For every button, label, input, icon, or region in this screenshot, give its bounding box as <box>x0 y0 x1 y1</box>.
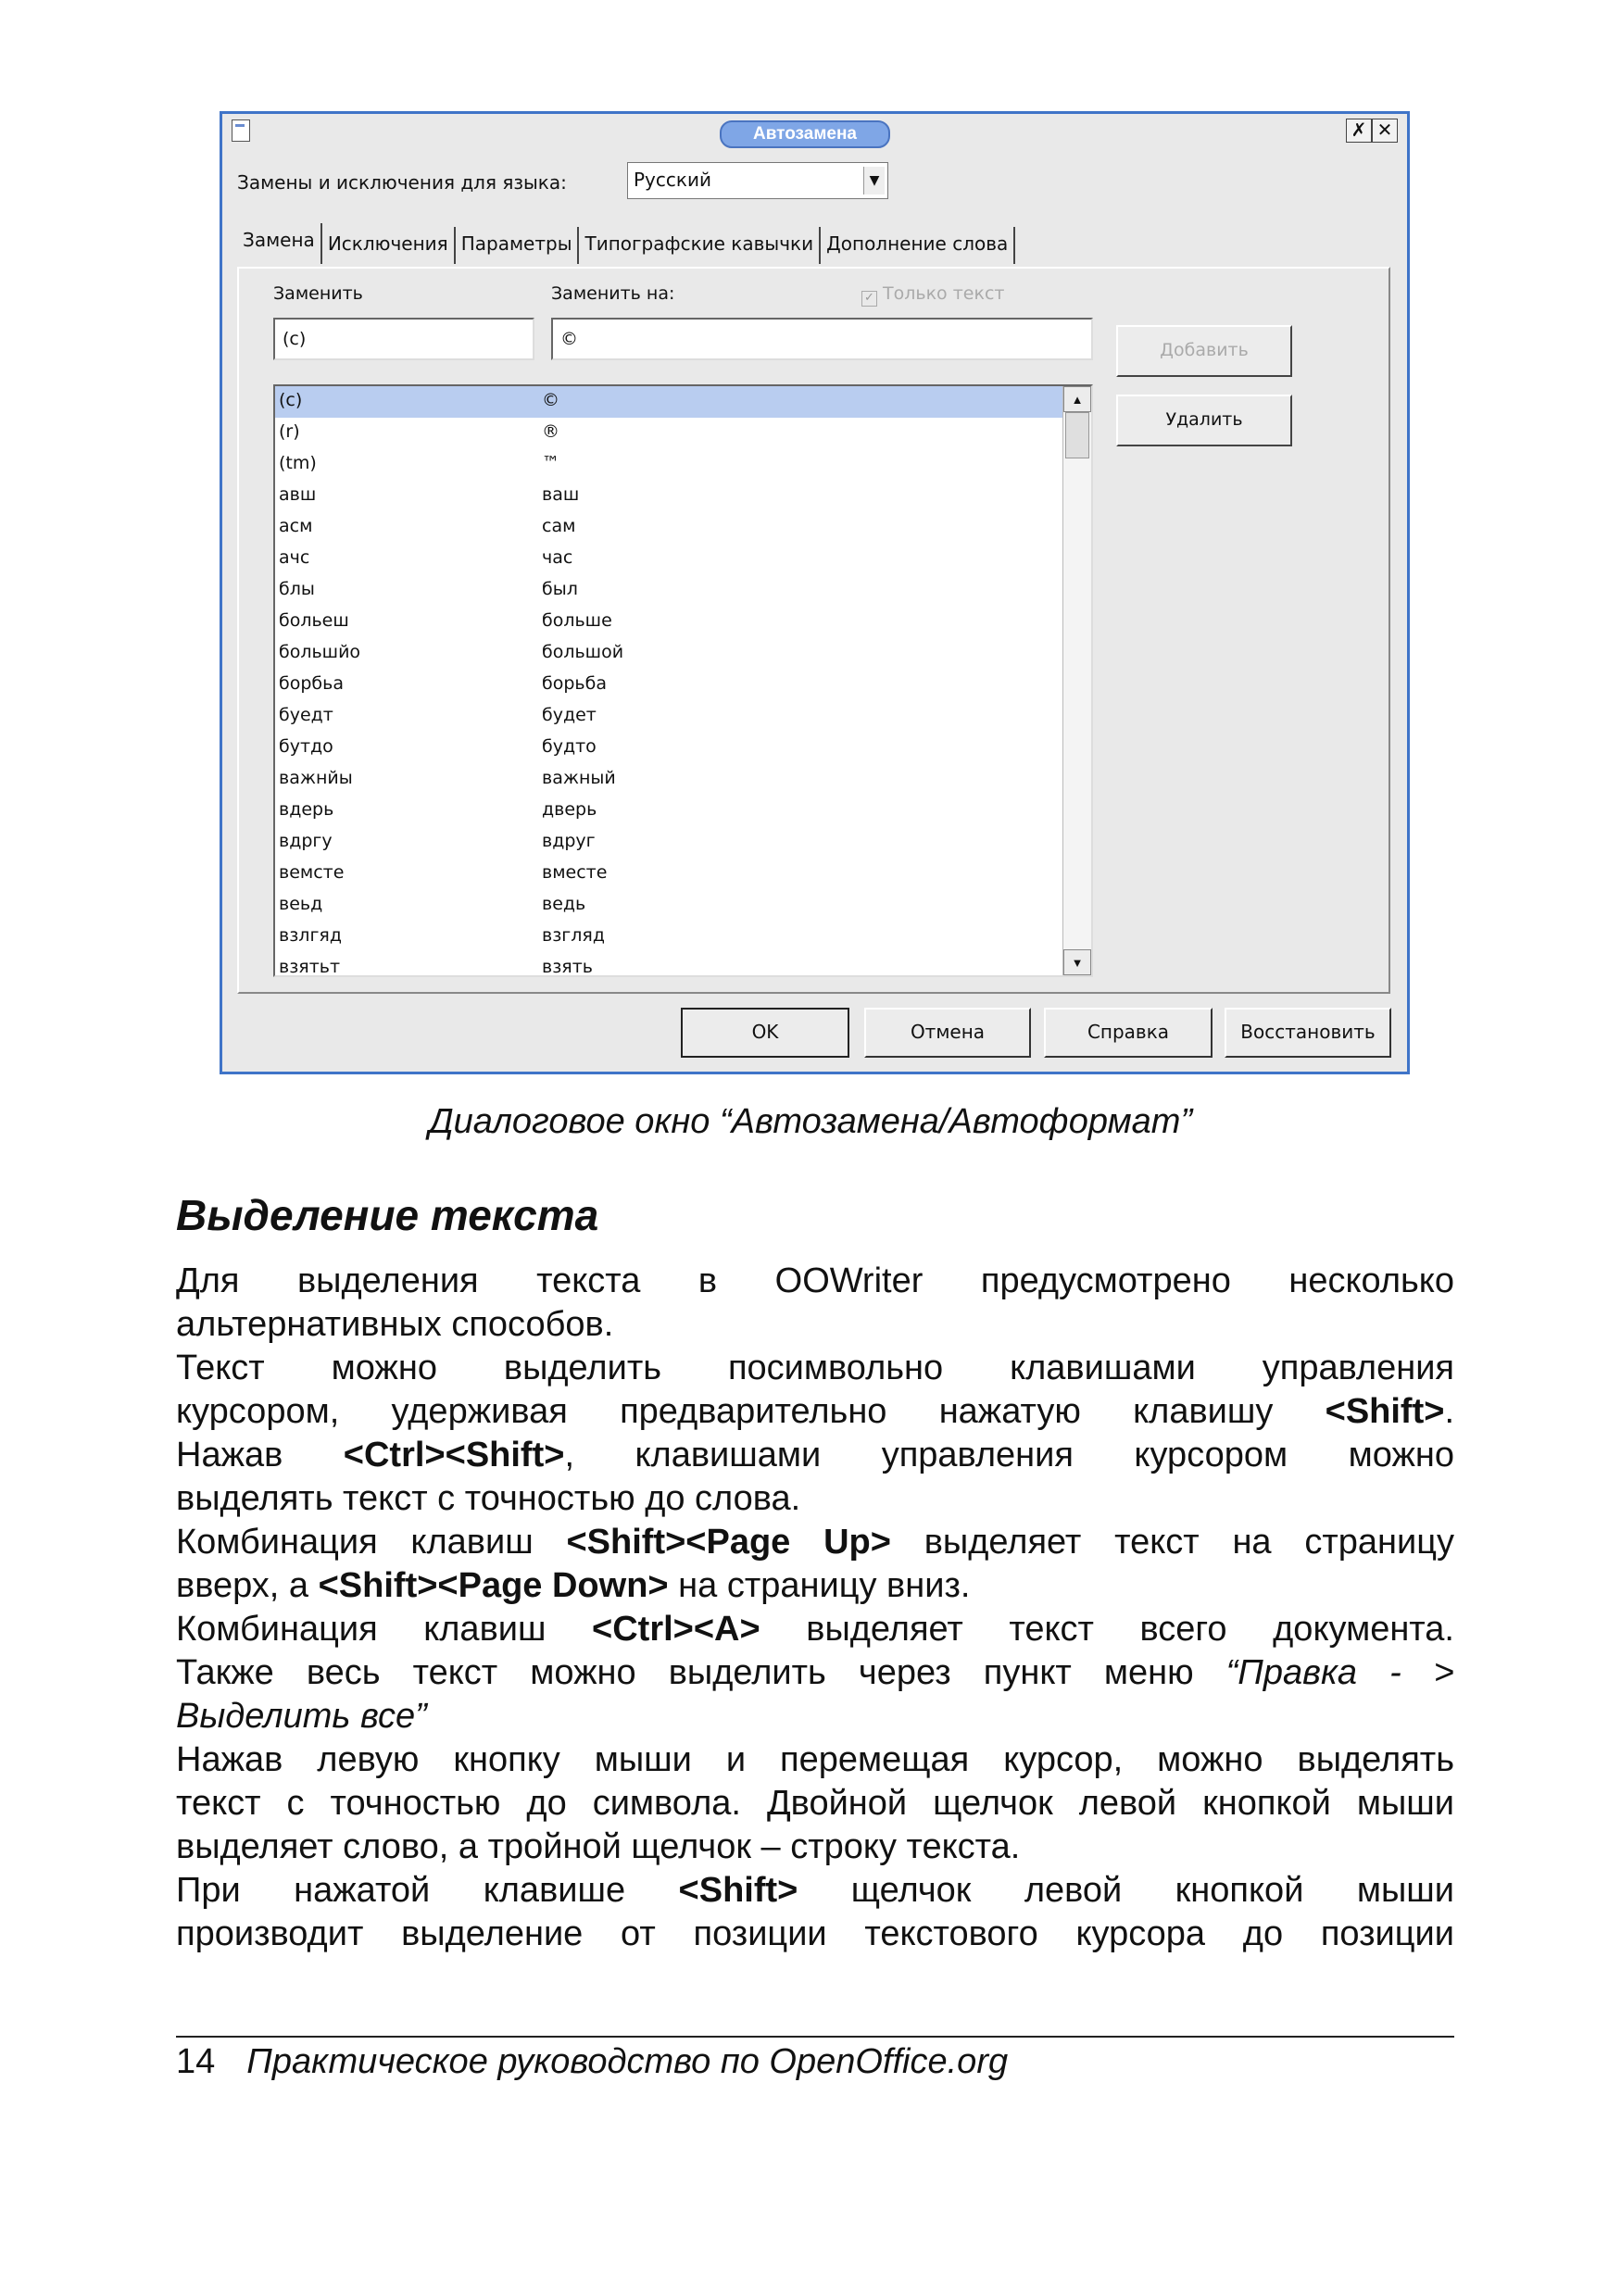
list-item[interactable] <box>275 733 1091 764</box>
paragraph-line: Текст можно выделить посимвольно клавишами управления <box>176 1349 1454 1387</box>
list-item-from: ачс <box>279 547 310 568</box>
list-item-to: вместе <box>542 862 608 883</box>
list-item[interactable] <box>275 764 1091 796</box>
list-item[interactable] <box>275 386 1091 418</box>
figure-caption: Диалоговое окно “Автозамена/Автоформат” <box>428 1102 1193 1141</box>
book-title: Практическое руководство по OpenOffice.org <box>246 2042 1009 2081</box>
tab-bar <box>237 227 1015 264</box>
list-item-from: бутдо <box>279 736 333 757</box>
paragraph-line: Комбинация клавиш <Shift><Page Up> выделяет текст на страницу <box>176 1523 1455 1562</box>
list-item[interactable] <box>275 607 1091 638</box>
list-item-from: борбьа <box>279 673 344 694</box>
scroll-down-icon[interactable]: ▼ <box>1063 949 1091 975</box>
list-item[interactable] <box>275 827 1091 859</box>
tab-options[interactable]: Параметры <box>456 227 580 264</box>
list-item-to: сам <box>542 516 576 536</box>
list-item-from: вемсте <box>279 862 345 883</box>
list-item-to: ведь <box>542 894 586 914</box>
list-item-to: ™ <box>542 453 559 473</box>
replacement-list[interactable] <box>273 384 1093 977</box>
paragraph-line: текст с точностью до символа. Двойной щелчок левой кнопкой мыши <box>176 1784 1454 1823</box>
page-footer <box>176 2042 1008 2082</box>
delete-button[interactable]: Удалить <box>1116 395 1292 446</box>
paragraph-line: выделять текст с точностью до слова. <box>176 1479 801 1518</box>
document-icon <box>232 119 250 142</box>
paragraph-line: При нажатой клавише <Shift> щелчок левой кнопкой мыши <box>176 1871 1454 1910</box>
footer-rule <box>176 2036 1454 2038</box>
list-item[interactable] <box>275 796 1091 827</box>
pin-icon[interactable]: ✗ <box>1346 119 1372 143</box>
paragraph-line: выделяет слово, а тройной щелчок – строку текста. <box>176 1827 1021 1866</box>
replace-with-input[interactable]: © <box>551 318 1093 360</box>
list-item-from: авш <box>279 484 317 505</box>
scroll-up-icon[interactable]: ▲ <box>1063 386 1091 412</box>
text-only-label: Только текст <box>883 283 1005 304</box>
list-item-to: будто <box>542 736 597 757</box>
list-item-to: взять <box>542 957 593 977</box>
ok-button[interactable]: OK <box>681 1008 849 1058</box>
list-item-to: ® <box>542 421 559 442</box>
list-item-to: © <box>542 390 559 410</box>
paragraph-line: Нажав левую кнопку мыши и перемещая курсор, можно выделять <box>176 1740 1454 1779</box>
list-item-from: веьд <box>279 894 323 914</box>
tab-exceptions[interactable]: Исключения <box>322 227 456 264</box>
list-item-from: вдргу <box>279 831 333 851</box>
key-ctrl-shift: <Ctrl><Shift> <box>343 1436 565 1474</box>
paragraph-line: вверх, а <Shift><Page Down> на страницу вниз. <box>176 1566 971 1605</box>
add-button[interactable]: Добавить <box>1116 325 1292 377</box>
list-item-from: взлгяд <box>279 925 342 946</box>
list-item-to: был <box>542 579 578 599</box>
list-item-to: вдруг <box>542 831 596 851</box>
list-item-to: борьба <box>542 673 607 694</box>
key-ctrl-a: <Ctrl><A> <box>592 1610 760 1649</box>
list-item-from: (c) <box>279 390 303 410</box>
list-item-from: больеш <box>279 610 349 631</box>
scroll-thumb[interactable] <box>1065 412 1089 458</box>
paragraph-line: Нажав <Ctrl><Shift>, клавишами управления курсором можно <box>176 1436 1454 1474</box>
language-value: Русский <box>634 169 711 191</box>
key-shift: <Shift> <box>678 1871 798 1910</box>
list-item-from: большйо <box>279 642 361 662</box>
list-item[interactable] <box>275 890 1091 922</box>
reset-button[interactable]: Восстановить <box>1225 1008 1391 1058</box>
key-shift-pageup: <Shift><Page Up> <box>566 1523 891 1562</box>
list-item-from: важнйы <box>279 768 353 788</box>
list-item-from: вдерь <box>279 799 334 820</box>
list-item[interactable] <box>275 701 1091 733</box>
text-only-checkbox[interactable] <box>861 283 1004 307</box>
chevron-down-icon[interactable]: ▼ <box>863 167 885 194</box>
section-heading: Выделение текста <box>176 1191 599 1239</box>
tab-replace[interactable]: Замена <box>237 223 322 264</box>
key-shift: <Shift> <box>1325 1392 1445 1431</box>
list-item-from: блы <box>279 579 315 599</box>
paragraph-line <box>176 1695 1454 1738</box>
list-item-to: дверь <box>542 799 597 820</box>
body-text <box>176 1260 1454 1956</box>
page-number: 14 <box>176 2042 216 2081</box>
close-icon[interactable]: ✕ <box>1372 119 1398 143</box>
list-item[interactable] <box>275 512 1091 544</box>
replace-label: Заменить <box>273 283 363 304</box>
list-item[interactable] <box>275 449 1091 481</box>
list-item-from: асм <box>279 516 313 536</box>
list-item[interactable] <box>275 922 1091 953</box>
list-item[interactable] <box>275 638 1091 670</box>
tab-quotes[interactable]: Типографские кавычки <box>579 227 821 264</box>
list-item-from: взятьт <box>279 957 341 977</box>
paragraph-line: Также весь текст можно выделить через пункт меню “Правка - > <box>176 1653 1454 1692</box>
list-item-from: буедт <box>279 705 333 725</box>
list-item[interactable] <box>275 859 1091 890</box>
list-item-to: ваш <box>542 484 580 505</box>
tab-word-completion[interactable]: Дополнение слова <box>821 227 1015 264</box>
list-item[interactable] <box>275 953 1091 977</box>
list-item[interactable] <box>275 575 1091 607</box>
list-item[interactable] <box>275 544 1091 575</box>
list-item-to: большой <box>542 642 624 662</box>
list-item-to: больше <box>542 610 612 631</box>
list-item-from: (r) <box>279 421 300 442</box>
paragraph-line: альтернативных способов. <box>176 1305 614 1344</box>
paragraph-line: производит выделение от позиции текстового курсора до позиции <box>176 1914 1454 1953</box>
paragraph-line: Комбинация клавиш <Ctrl><A> выделяет текст всего документа. <box>176 1610 1454 1649</box>
language-label: Замены и исключения для языка: <box>237 171 567 194</box>
list-scrollbar[interactable] <box>1062 386 1091 975</box>
replace-input[interactable]: (c) <box>273 318 534 360</box>
dialog-title: Автозамена <box>720 120 890 148</box>
list-item[interactable] <box>275 481 1091 512</box>
cancel-button[interactable]: Отмена <box>864 1008 1031 1058</box>
help-button[interactable]: Справка <box>1044 1008 1213 1058</box>
dialog-titlebar <box>222 114 1407 147</box>
list-item-to: час <box>542 547 573 568</box>
list-item-from: (tm) <box>279 453 317 473</box>
paragraph-line: курсором, удерживая предварительно нажатую клавишу <Shift>. <box>176 1392 1454 1431</box>
replace-with-label: Заменить на: <box>551 283 675 304</box>
list-item-to: будет <box>542 705 597 725</box>
menu-path: “Правка - > <box>1225 1653 1454 1692</box>
list-item-to: важный <box>542 768 616 788</box>
list-item[interactable] <box>275 670 1091 701</box>
key-shift-pagedown: <Shift><Page Down> <box>318 1566 669 1605</box>
list-item[interactable] <box>275 418 1091 449</box>
menu-path-end: Выделить все” <box>176 1697 427 1736</box>
checkbox-icon: ✓ <box>861 291 877 307</box>
list-item-to: взгляд <box>542 925 605 946</box>
autocorrect-dialog <box>220 111 1410 1074</box>
language-select[interactable] <box>627 162 888 199</box>
paragraph-line: Для выделения текста в OOWriter предусмотрено несколько <box>176 1261 1454 1300</box>
